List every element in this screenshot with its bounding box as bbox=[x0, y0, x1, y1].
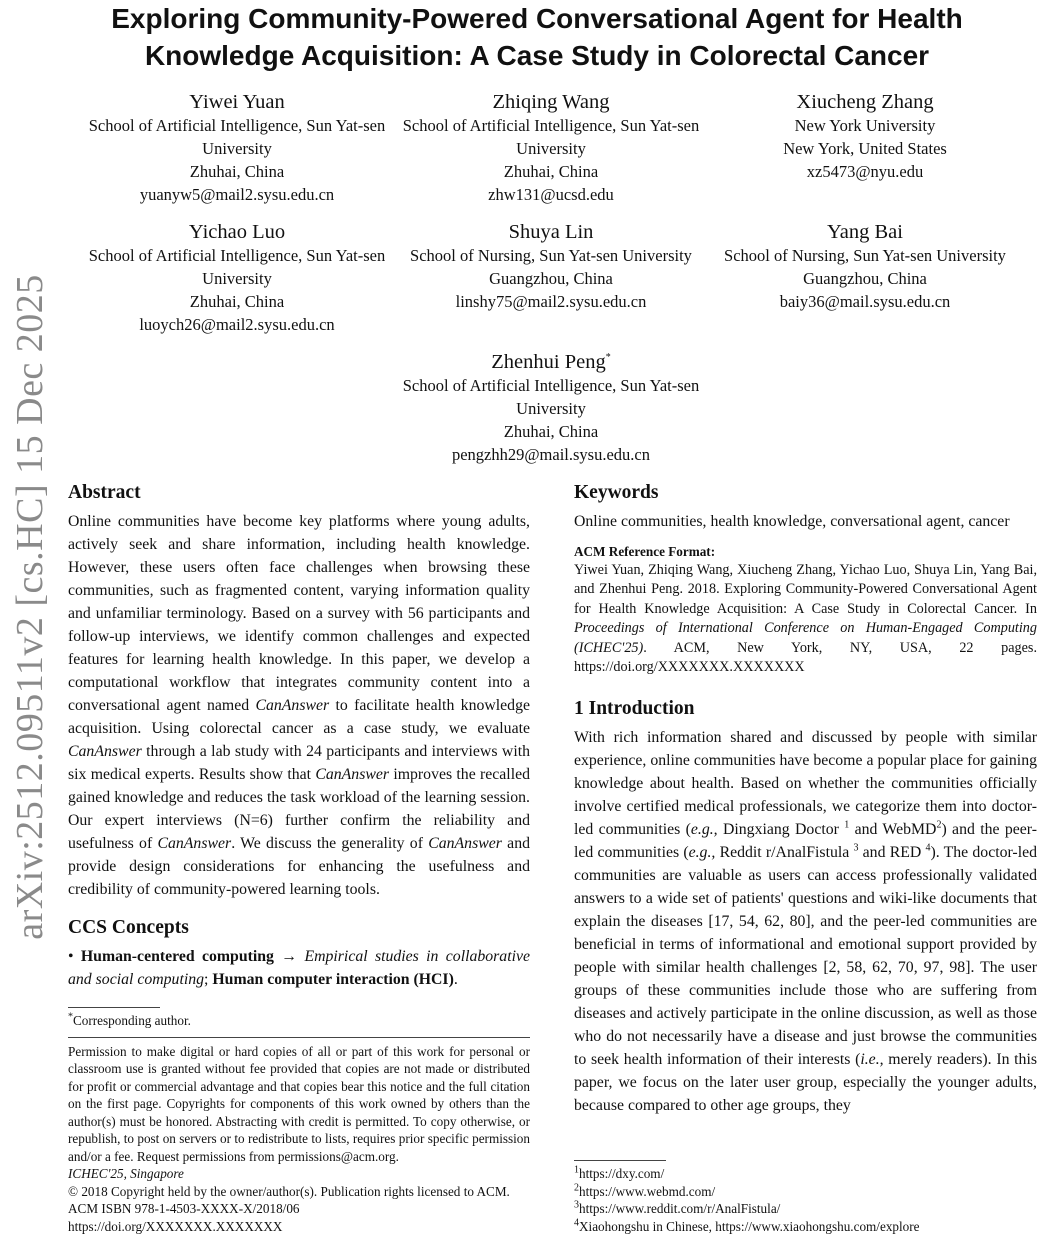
venue: ICHEC'25, Singapore bbox=[68, 1166, 184, 1181]
text-segment: Human computer interaction (HCI) bbox=[212, 971, 454, 988]
author-location: Zhuhai, China bbox=[503, 422, 599, 441]
author-block bbox=[708, 88, 1022, 206]
text-segment: . ACM, New York, NY, USA, 22 pages. https://doi.org/XXXXXXX.XXXXXXX bbox=[574, 639, 1037, 675]
body-columns bbox=[68, 480, 1038, 1241]
author-name-row bbox=[394, 218, 708, 246]
text-segment: CanAnswer bbox=[428, 835, 502, 852]
text-segment: Dingxiang Doctor bbox=[717, 820, 845, 838]
text-segment: ). The doctor-led communities are valuable as users can access professionally validated answers to a wide set of patients' questions and wiki-like documents that explain the diseases [17, 54, 62, 80], and the peer-led communities are beneficial in terms of informational and emotional support provided by people with similar health challenges [2, 58, 62, 70, 97, 98]. The user groups of these communities include those who are suffering from diseases and actively participate in the online discussion, as well as those who do not necessarily have a disease and just browse the communities to seek health information of their interests ( bbox=[574, 843, 1037, 1068]
text-segment: and WebMD bbox=[849, 820, 937, 838]
text-segment: i.e., bbox=[860, 1050, 884, 1068]
left-column bbox=[68, 480, 530, 1241]
text-segment: Online communities have become key platforms where young adults, actively seek and share information, including health knowledge. However, these users often face challenges when browsing these communities, such as fragmented content, varying information quality and unfamiliar terminology. Based on a survey with 56 participants and follow-up interviews, we identify common challenges and expected features for learning health knowledge. In this paper, we develop a computational workflow that integrates community content into a conversational agent named bbox=[68, 513, 530, 714]
footnote-link[interactable]: https://www.webmd.com/ bbox=[579, 1183, 716, 1199]
corresponding-mark: * bbox=[68, 1011, 73, 1023]
author-name: Yichao Luo bbox=[188, 221, 286, 243]
text-segment: merely readers). In this paper, we focus on the later user group, especially the younger adults, because compared to other age groups, they bbox=[574, 1050, 1037, 1114]
text-segment: ; bbox=[204, 971, 213, 988]
footnote bbox=[574, 1165, 1037, 1183]
author-email[interactable]: xz5473@nyu.edu bbox=[806, 162, 924, 181]
footnotes-rule bbox=[574, 1160, 666, 1161]
author-location: New York, United States bbox=[783, 139, 947, 158]
abstract-text bbox=[68, 510, 530, 901]
author-name: Zhiqing Wang bbox=[492, 91, 610, 113]
author-email[interactable]: luoych26@mail2.sysu.edu.cn bbox=[139, 315, 335, 334]
text-segment: e.g., bbox=[688, 843, 716, 861]
text-segment: improves the recalled gained knowledge and reduces the task workload of the learning session. Our expert interviews (N=6) further confirm the reliability and usefulness of bbox=[68, 766, 530, 852]
text-segment: to facilitate health knowledge acquisition. Using colorectal cancer as a case study, we evaluate bbox=[68, 697, 530, 737]
left-footer bbox=[68, 991, 530, 1235]
acm-ref-heading: ACM Reference Format: bbox=[574, 544, 716, 559]
author-affiliation: School of Artificial Intelligence, Sun Yat-sen University bbox=[402, 376, 700, 418]
author-list bbox=[80, 88, 1038, 466]
abstract-heading: Abstract bbox=[68, 482, 141, 503]
author-affiliation: School of Artificial Intelligence, Sun Yat-sen University bbox=[88, 246, 386, 288]
author-name: Shuya Lin bbox=[508, 221, 594, 243]
author-email[interactable]: pengzhh29@mail.sysu.edu.cn bbox=[451, 445, 651, 464]
text-segment: and RED bbox=[858, 843, 926, 861]
author-email[interactable]: linshy75@mail2.sysu.edu.cn bbox=[455, 292, 647, 311]
text-segment: Reddit r/AnalFistula bbox=[715, 843, 854, 861]
text-segment: Proceedings of International Conference on Human-Engaged Computing (ICHEC'25) bbox=[574, 620, 1037, 656]
author-email[interactable]: baiy36@mail.sysu.edu.cn bbox=[779, 292, 951, 311]
author-name-row bbox=[80, 218, 394, 246]
author-location: Guangzhou, China bbox=[489, 269, 613, 288]
corresponding-note bbox=[68, 1012, 530, 1030]
author-name-row bbox=[394, 88, 708, 116]
author-name: Zhenhui Peng bbox=[491, 351, 606, 373]
author-name-row bbox=[80, 88, 394, 116]
footnote-link[interactable]: https://dxy.com/ bbox=[579, 1166, 665, 1181]
permission-text: Permission to make digital or hard copies of all or part of this work for personal or classroom use is granted without fee provided that copies are not made or distributed for profit or commercial advantage and that copies bear this notice and the full citation on the first page. Copyrights for components of this work owned by others than the author(s) must be honored. Abstracting with credit is permitted. To copy otherwise, or republish, to post on servers or to redistribute to lists, requires prior specific permission and/or a fee. Request permissions from permissions@acm.org. bbox=[68, 1043, 530, 1164]
author-name: Yiwei Yuan bbox=[189, 91, 285, 113]
text-segment: e.g., bbox=[690, 820, 718, 838]
author-block bbox=[394, 88, 708, 206]
author-email[interactable]: yuanyw5@mail2.sysu.edu.cn bbox=[139, 185, 335, 204]
text-segment: ) and the peer-led communities ( bbox=[574, 820, 1037, 861]
arxiv-stamp: arXiv:2512.09511v2 [cs.HC] 15 Dec 2025 bbox=[9, 274, 51, 940]
footnote-link[interactable]: https://www.reddit.com/r/AnalFistula/ bbox=[579, 1201, 781, 1216]
permission-rule bbox=[68, 1037, 530, 1038]
keywords-text: Online communities, health knowledge, conversational agent, cancer bbox=[574, 513, 1010, 530]
footnote-number: 1 bbox=[574, 1164, 579, 1176]
footnote-ref[interactable]: 3 bbox=[853, 842, 859, 854]
footnote-list bbox=[574, 1165, 1037, 1235]
text-segment: CanAnswer bbox=[255, 697, 330, 714]
author-location: Guangzhou, China bbox=[803, 269, 927, 288]
author-location: Zhuhai, China bbox=[503, 162, 599, 181]
text-segment: CanAnswer bbox=[315, 766, 390, 783]
acm-ref-text bbox=[574, 561, 1037, 678]
text-segment: Empirical studies in collaborative and social computing bbox=[68, 948, 531, 988]
footnote bbox=[574, 1200, 1037, 1218]
text-segment: through a lab study with 24 participants and interviews with six medical experts. Results show that bbox=[68, 743, 530, 783]
author-name: Xiucheng Zhang bbox=[796, 91, 934, 113]
text-segment: . We discuss the generality of bbox=[231, 835, 429, 852]
ccs-heading: CCS Concepts bbox=[68, 917, 189, 938]
author-block bbox=[80, 88, 394, 206]
ccs-text bbox=[68, 945, 530, 991]
corresponding-mark: * bbox=[605, 352, 611, 364]
author-email[interactable]: zhw131@ucsd.edu bbox=[488, 185, 614, 204]
author-affiliation: New York University bbox=[794, 116, 936, 135]
author-name-row bbox=[708, 218, 1022, 246]
corresponding-text: Corresponding author. bbox=[73, 1013, 191, 1028]
author-block bbox=[394, 218, 708, 336]
doi-link[interactable]: https://doi.org/XXXXXXX.XXXXXXX bbox=[68, 1218, 283, 1234]
footnote bbox=[574, 1183, 1037, 1201]
text-segment: CanAnswer bbox=[157, 835, 232, 852]
text-segment: Human-centered computing bbox=[80, 948, 274, 965]
author-affiliation: School of Nursing, Sun Yat-sen University bbox=[410, 246, 692, 265]
footnote-rule bbox=[68, 1007, 160, 1008]
copyright: © 2018 Copyright held by the owner/author(s). Publication rights licensed to ACM. bbox=[68, 1183, 510, 1199]
footnote-number: 3 bbox=[574, 1199, 579, 1211]
author-affiliation: School of Artificial Intelligence, Sun Yat-sen University bbox=[402, 116, 700, 158]
author-name-row bbox=[394, 348, 708, 376]
text-segment: • bbox=[68, 948, 81, 965]
author-block bbox=[708, 218, 1022, 336]
text-segment: With rich information shared and discussed by people with similar experience, online communities have become a popular place for gaining knowledge about health. Based on whether the communities officially involve certified medical professionals, we categorize them into doctor-led communities ( bbox=[574, 728, 1037, 838]
footnote-number: 2 bbox=[574, 1182, 579, 1194]
author-location: Zhuhai, China bbox=[189, 292, 285, 311]
author-affiliation: School of Nursing, Sun Yat-sen University bbox=[724, 246, 1006, 265]
paper-title: Exploring Community-Powered Conversational Agent for Health Knowledge Acquisition: A Case Study in Colorectal Cancer bbox=[111, 3, 963, 71]
right-column bbox=[574, 480, 1037, 1241]
intro-text bbox=[574, 726, 1037, 1117]
author-block bbox=[80, 218, 394, 336]
text-segment: → bbox=[273, 948, 305, 965]
footnote-ref[interactable]: 1 bbox=[844, 819, 850, 831]
author-name: Yang Bai bbox=[827, 221, 903, 243]
footnote-link[interactable]: Xiaohongshu in Chinese, https://www.xiaohongshu.com/explore bbox=[579, 1218, 920, 1234]
footnote-number: 4 bbox=[574, 1217, 579, 1229]
footnotes bbox=[574, 1144, 1037, 1235]
author-location: Zhuhai, China bbox=[189, 162, 285, 181]
author-name-row bbox=[708, 88, 1022, 116]
intro-heading: 1 Introduction bbox=[574, 697, 695, 719]
footnote-ref[interactable]: 4 bbox=[925, 842, 931, 854]
keywords-heading: Keywords bbox=[574, 482, 659, 503]
author-block bbox=[394, 348, 708, 466]
text-segment: . bbox=[453, 971, 458, 988]
text-segment: Yiwei Yuan, Zhiqing Wang, Xiucheng Zhang, Yichao Luo, Shuya Lin, Yang Bai, and Zhenhui Peng. 2018. Exploring Community-Powered Conversational Agent for Health Knowledge Acquisition: A Case Study in Colorectal Cancer. In bbox=[574, 561, 1037, 617]
text-segment: CanAnswer bbox=[68, 743, 142, 760]
author-affiliation: School of Artificial Intelligence, Sun Yat-sen University bbox=[88, 116, 386, 158]
footnote bbox=[574, 1218, 1037, 1236]
text-segment: and provide design considerations for enhancing the usefulness and credibility of community-powered learning tools. bbox=[68, 835, 530, 898]
footnote-ref[interactable]: 2 bbox=[936, 819, 942, 831]
isbn: ACM ISBN 978-1-4503-XXXX-X/2018/06 bbox=[68, 1201, 300, 1216]
